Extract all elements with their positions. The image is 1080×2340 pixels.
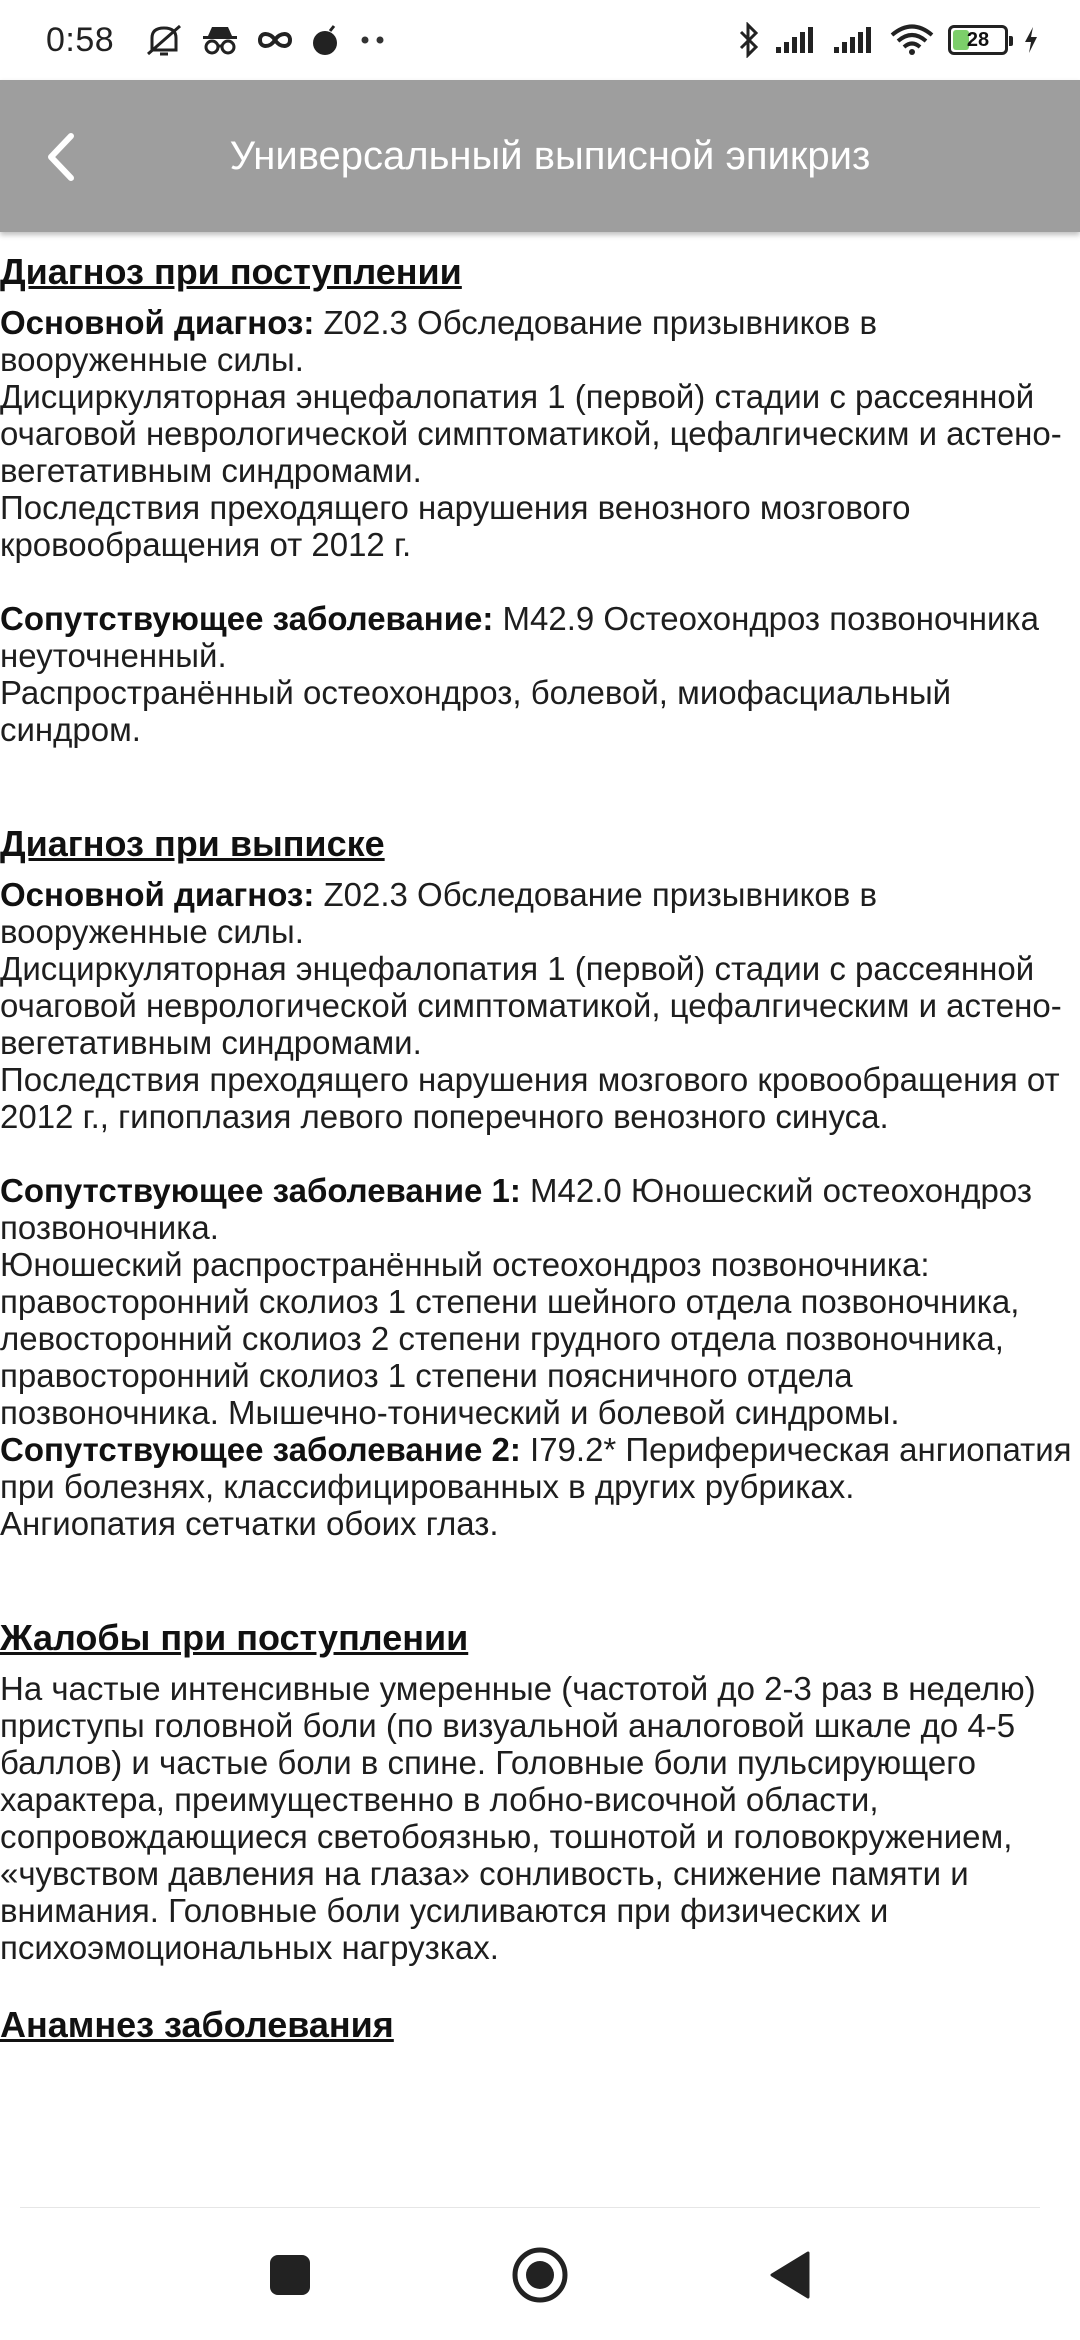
charging-icon [1022,25,1040,55]
wifi-icon [890,24,934,56]
section-heading-discharge: Диагноз при выписке [0,823,385,864]
main-diagnosis-label: Основной диагноз: [0,304,315,341]
home-circle-icon [510,2245,570,2305]
nav-back-button[interactable] [758,2243,822,2307]
admission-comorbid-line: Распространённый остеохондроз, болевой, миофасциальный синдром. [0,674,952,748]
admission-main-diagnosis: Основной диагноз: Z02.3 Обследование призывников в вооруженные силы. [0,304,878,378]
comorbid1-label: Сопутствующее заболевание 1: [0,1172,521,1209]
more-dots-icon [358,35,388,45]
discharge-main-line: Дисциркуляторная энцефалопатия 1 (первой) стадии с рассеянной очаговой неврологической симптоматикой, цефалгическим и астено-вегетативным синдромами. [0,950,1062,1061]
incognito-icon [200,24,240,56]
admission-comorbid-diagnosis: Сопутствующее заболевание: M42.9 Остеохондроз позвоночника неуточненный. [0,600,1039,674]
discharge-main-diagnosis: Основной диагноз: Z02.3 Обследование призывников в вооруженные силы. [0,876,878,950]
signal-icon [774,25,818,55]
status-bar-left [46,21,738,60]
infinity-icon [256,28,294,52]
admission-main-line: Дисциркуляторная энцефалопатия 1 (первой) стадии с рассеянной очаговой неврологической симптоматикой, цефалгическим и астено-вегетативным синдромами. [0,378,1062,489]
page-title: Универсальный выписной эпикриз [229,134,871,178]
status-time: 0:58 [46,20,115,59]
battery-level: 28 [966,28,990,51]
admission-main-line: Последствия преходящего нарушения венозного мозгового кровообращения от 2012 г. [0,489,911,563]
document-content[interactable] [0,232,1080,2210]
main-diagnosis-label: Основной диагноз: [0,876,315,913]
system-nav-bar [0,2210,1080,2340]
discharge-comorbid2-line: Ангиопатия сетчатки обоих глаз. [0,1505,499,1542]
discharge-comorbid1-line: Юношеский распространённый остеохондроз позвоночника: правосторонний сколиоз 1 степени шейного отдела позвоночника, левосторонний сколиоз 2 степени грудного отдела позвоночника, правосторонний сколиоз 1 степени поясничного отдела позвоночника. Мышечно-тонический и болевой синдромы. [0,1246,1020,1431]
comorbid-label: Сопутствующее заболевание: [0,600,494,637]
comorbid2-label: Сопутствующее заболевание 2: [0,1431,521,1468]
status-bar-right [738,22,1040,58]
recents-square-icon [268,2253,312,2297]
section-heading-anamnesis: Анамнез заболевания [0,2004,394,2045]
battery-icon [948,25,1008,55]
complaints-text: На частые интенсивные умеренные (частотой до 2-3 раз в неделю) приступы головной боли (по визуальной аналоговой шкале до 4-5 баллов) и частые боли в спине. Головные боли пульсирующего характера, преимущественно в лобно-височной области, сопровождающиеся светобоязнью, тошнотой и головокружением, «чувством давления на глаза» сонливость, снижение памяти и внимания. Головные боли усиливаются при физических и психоэмоциональных нагрузках. [0,1670,1036,1966]
home-button[interactable] [508,2243,572,2307]
section-heading-complaints: Жалобы при поступлении [0,1617,469,1658]
signal-icon [832,25,876,55]
app-bar [0,80,1080,232]
status-bar [0,0,1080,80]
discharge-comorbid2-diagnosis: Сопутствующее заболевание 2: I79.2* Периферическая ангиопатия при болезнях, классифицированных в других рубриках. [0,1431,1072,1505]
discharge-main-line: Последствия преходящего нарушения мозгового кровообращения от 2012 г., гипоплазия левого поперечного венозного синуса. [0,1061,1060,1135]
nav-divider [20,2207,1040,2208]
back-triangle-icon [766,2249,814,2301]
bomb-icon [310,23,342,57]
recents-button[interactable] [258,2243,322,2307]
discharge-comorbid1-diagnosis: Сопутствующее заболевание 1: M42.0 Юношеский остеохондроз позвоночника. [0,1172,1032,1246]
section-heading-admission: Диагноз при поступлении [0,251,462,292]
bluetooth-icon [738,22,760,58]
alarm-off-icon [144,22,184,58]
